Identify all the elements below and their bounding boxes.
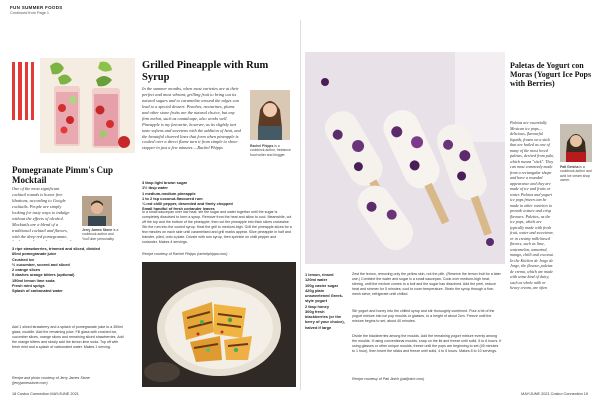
ingredient-item: 5 dashes orange bitters (optional): [12, 272, 75, 278]
paletas-method: Zest the lemon, removing only the yellow skin, not the pith. (Reserve the lemon fruit for a later use.) Combine the water and sugar in a small saucepan. Cook over medium-high heat, stirring, until the mixture comes to a boil and the sugar has dissolved. Add the peel, reduce heat and simmer for 5 minutes; cool to room temperature. Strain the syrup through a fine-mesh sieve; refrigerate until chilled.: [352, 272, 501, 296]
pineapple-method: In a small saucepan over low heat, stir the sugar and water together until the sugar is completely dissolved to form a syrup. Remove from the heat and allow to cool. Meanwhile, cut off the top and the bottom of the pineapple, then cut the pineapple into thick slices crosswise. Stir the rum into the cooled syrup. Heat the grill to medium-high. Grill the pineapple slices for a few minutes on each side until caramelised and grill marks appear. Slice pineapple in half and transfer, piled, onto a plate. Drizzle with rum syrup, then sprinkle on chilli pepper and coriander. Makes 4 servings.: [142, 210, 292, 244]
ingredient-item: 3 tbsp light brown sugar: [142, 180, 188, 185]
red-stripes-decoration: [12, 62, 34, 120]
pimms-cup-photo: [40, 58, 135, 153]
ingredient-item: ¼ red chilli pepper, deseeded and finely chopped: [142, 201, 233, 207]
ingredient-item: 3 ripe strawberries, trimmed and sliced, divided: [12, 246, 101, 251]
paletas-method-2: Stir yogurt and honey into the chilled syrup and stir thoroughly combined. Pour a bit of the yogurt mixture into ice pop moulds or glasses, to a height of about 2cm. Freeze until the mixture begins to set, about 40 minutes.: [352, 309, 495, 323]
rachel-phipps-name: Rachel Phipps: [250, 144, 274, 148]
ingredient-item: 1 to 2 tsp coconut-flavoured rum: [142, 195, 203, 201]
ingredient-item: 1 lemon, rinsed: [305, 272, 334, 277]
section-subtitle: Continued from Page 1: [10, 11, 50, 15]
pimms-intro: One of the most significant cocktail rounds is honor free libations, according to Google cocktails. People are simply looking for tasty ways to indulge without the effects of alcohol. Mocktails are a blend of a traditional cocktail and flavors, with the deep red pomegranate,: [12, 186, 70, 239]
jerry-stone-avatar: [82, 196, 112, 226]
pimms-credit: Recipe and photo courtesy of Jerry James Stone (jerryjamesstone.com): [12, 376, 90, 385]
footer-right: MAY/JUNE 2021 Costco Connection 19: [521, 392, 588, 396]
ingredient-item: ½ cucumber, scored and sliced: [12, 261, 70, 267]
rachel-phipps-bio: is a cookbook author, freelance food writer and blogger.: [250, 144, 291, 157]
pati-geisha-avatar: [560, 124, 592, 162]
pimms-method: Add 1 sliced strawberry and a splash of pomegranate juice to a 350ml glass, muddle. Add the remaining juice. Fill glass with crushed ice, cucumber slices, orange slices and remaining sliced strawberries. Add the orange bitters and slowly add the lemon-lime soda. Top off with fresh mint and a splash of carbonated water. Makes 1 serving.: [12, 325, 124, 349]
jerry-stone-name: Jerry James Stone: [82, 228, 113, 232]
pineapple-title: Grilled Pineapple with Rum Syrup: [142, 60, 269, 83]
pati-geisha-byline: [560, 165, 596, 183]
ingredient-item: Splash of carbonated water: [12, 288, 63, 294]
pati-geisha-bio: is a cookbook author and avid ice cream shop owner.: [560, 165, 592, 183]
ingredient-item: 2 tbsp honey: [305, 303, 329, 309]
pimms-title: Pomegranate Pimm's Cup Mocktail: [12, 165, 113, 185]
pineapple-intro: In the summer months, when most varieties are at their perfect and most vibrant, grilling fruit to bring out its natural sugars and to caramelize around the edges can lead to a special dessert. Peaches, nectarines, plums and other stone fruits are the natural choice, but any firm melon, such as cantaloupe, also works well. Pineapple is my favourite, however, as its slightly tart taste softens and sweetens with the addition of heat, and the beautiful charred lines that form when pineapple is cooked over a direct flame turn it from simple to show-stopper in just a few minutes.—Rachel Phipps: [142, 86, 241, 151]
ingredient-item: 300g fresh blackberries (or the berry of your choice), halved if large: [305, 308, 345, 330]
jerry-stone-bio: is a cookbook author and YouTuber personality.: [82, 228, 119, 241]
ingredient-item: 150ml lemon lime soda: [12, 277, 55, 283]
ingredient-item: 60ml pomegranate juice: [12, 251, 57, 257]
ingredient-item: 1 medium-medium pineapple: [142, 190, 196, 196]
ingredient-item: Crushed ice: [12, 256, 35, 262]
ingredient-item: 100g caster sugar: [305, 282, 339, 288]
ingredient-item: 1½ tbsp water: [142, 185, 168, 191]
ingredient-item: Small handful of fresh coriander leaves: [142, 206, 215, 212]
rachel-phipps-avatar: [250, 90, 290, 140]
paletas-ingredients: [305, 272, 345, 330]
jerry-stone-byline: [82, 228, 122, 241]
pati-geisha-name: Pati Geisha: [560, 165, 579, 169]
ingredient-item: 420g plain unsweetened Greek-style yogurt: [305, 287, 344, 304]
paletas-credit: Recipe courtesy of Pati Jinich (patijinich.com): [352, 377, 425, 381]
section-kicker: FUN SUMMER FOODS: [10, 5, 63, 10]
center-gutter: [300, 20, 301, 390]
ingredient-item: Fresh mint sprigs: [12, 282, 45, 288]
rachel-phipps-byline: [250, 144, 294, 157]
pineapple-credit: Recipe courtesy of Rachel Phipps (rachelphipps.com): [142, 252, 228, 256]
paletas-title: Paletas de Yogurt con Moras (Yogurt Ice Pops with Berries): [510, 61, 592, 88]
paletas-method-3: Divide the blackberries among the moulds. Add the remaining yogurt mixture evenly among the moulds. If using conventional moulds, snap on the lid and freeze until solid, 5 to 6 hours. If using glasses or other unique moulds, freeze until the pops are beginning to set (45 minutes to 1 hour), then insert the sticks and freeze until solid, 4 to 5 hours. Makes 8 to 10 servings.: [352, 334, 502, 353]
pimms-ingredients: [12, 246, 122, 293]
paletas-intro: Paletas are essentially Mexican ice pops—delicious, flavourful liquids, frozen on a stick that are hailed as one of many of the most loved paletas, derived from palo, which means "stick". They can most commonly made from a rectangular shape and have a rounded appearance and they are made of ice and fruits or water. Paletas and yogurt ice pops frozen can be made in other varieties to provide texture and crisp flavours. Palettes, as the ice pops, which are typically made with fresh fruit, water and sweetener, or in creamy milk-based flavors, such as lime, watermelon, tamarind, mango, chilli and coconut. In the Kitchen de Jorge de Jorge, the flavour, paletas de crema, which are made with some kind of dairy, such as whole milk or heavy cream, are often: [510, 120, 555, 291]
berry-ice-pops-photo: [305, 52, 505, 264]
grilled-pineapple-photo: [142, 262, 296, 387]
footer-left: 18 Costco Connection MAY/JUNE 2021: [12, 392, 79, 396]
pineapple-ingredients: [142, 180, 292, 212]
ingredient-item: 2 orange slices: [12, 267, 41, 273]
ingredient-item: 120ml water: [305, 277, 328, 283]
